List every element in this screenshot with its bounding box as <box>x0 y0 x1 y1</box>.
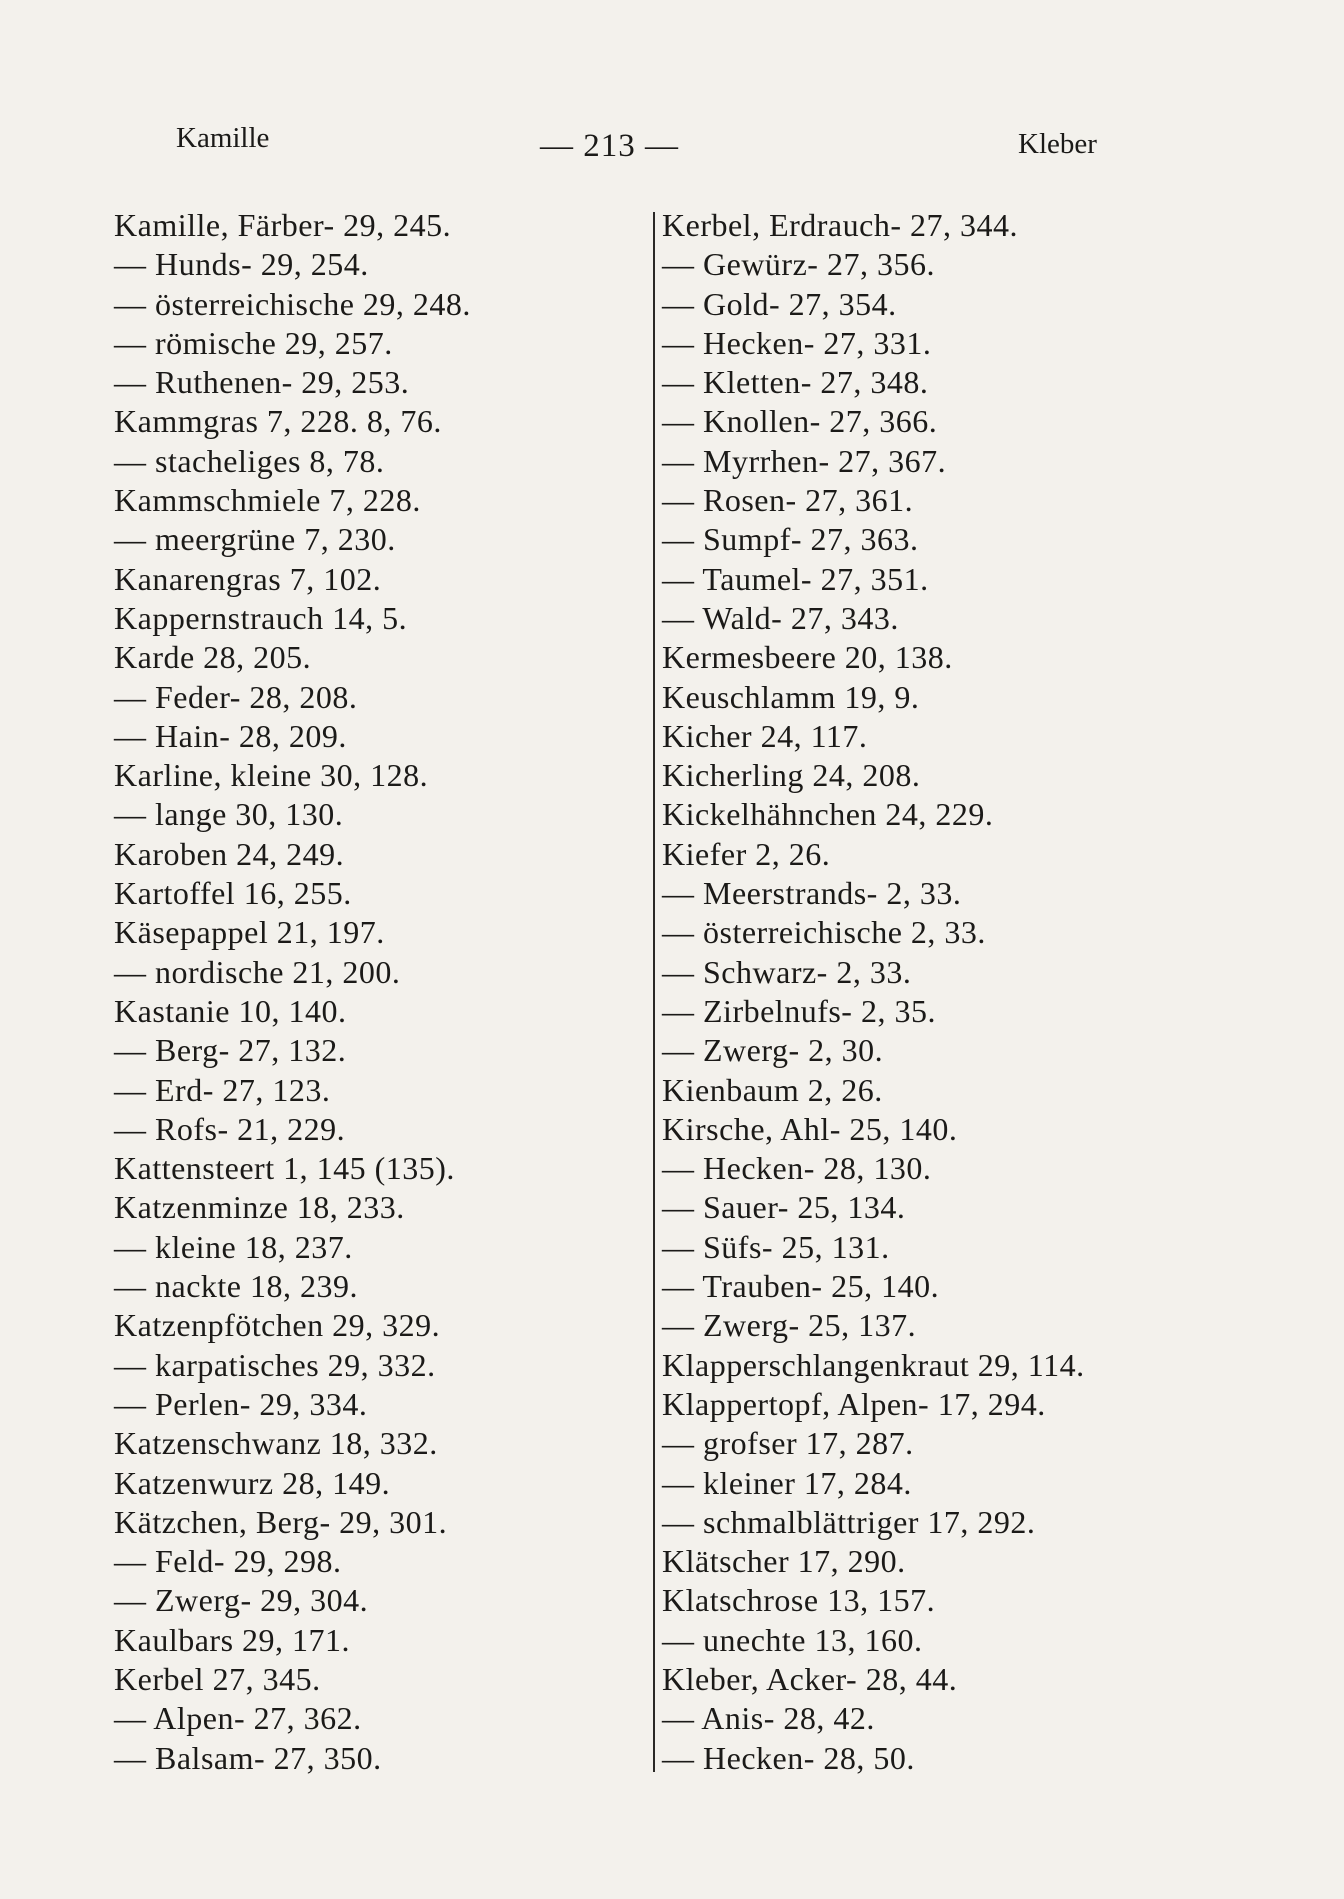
index-entry: Kamille, Färber- 29, 245. <box>114 207 452 243</box>
index-entry: — lange 30, 130. <box>114 796 344 833</box>
index-entry: Kerbel, Erdrauch- 27, 344. <box>662 207 1018 243</box>
index-entry: — Gewürz- 27, 356. <box>662 246 935 283</box>
index-entry: Käsepappel 21, 197. <box>114 914 385 951</box>
index-entry: Kickelhähnchen 24, 229. <box>662 796 994 833</box>
index-entry: — schmalblättriger 17, 292. <box>662 1503 1036 1540</box>
right-index-column <box>662 206 1202 1778</box>
index-entry: Klätscher 17, 290. <box>662 1543 906 1580</box>
index-entry: Kiefer 2, 26. <box>662 835 831 872</box>
index-entry: — Perlen- 29, 334. <box>114 1385 368 1422</box>
index-entry: Kirsche, Ahl- 25, 140. <box>662 1110 958 1147</box>
index-entry: Kammgras 7, 228. 8, 76. <box>114 403 442 440</box>
index-entry: Kleber, Acker- 28, 44. <box>662 1660 958 1697</box>
column-divider <box>653 212 655 1772</box>
header-right-keyword: Kleber <box>1018 128 1097 160</box>
index-entry: — kleine 18, 237. <box>114 1228 353 1265</box>
index-entry: — Feder- 28, 208. <box>114 678 358 715</box>
index-entry: Klapperschlangenkraut 29, 114. <box>662 1346 1085 1383</box>
index-entry: — Anis- 28, 42. <box>662 1700 875 1737</box>
index-entry: — Balsam- 27, 350. <box>114 1739 382 1776</box>
index-entry: Kartoffel 16, 255. <box>114 875 352 912</box>
index-entry: — karpatisches 29, 332. <box>114 1346 436 1383</box>
index-entry: — Wald- 27, 343. <box>662 599 899 636</box>
index-entry: — unechte 13, 160. <box>662 1621 923 1658</box>
index-entry: — Zwerg- 2, 30. <box>662 1032 884 1069</box>
header-left-keyword: Kamille <box>176 122 270 154</box>
index-entry: — Erd- 27, 123. <box>114 1071 331 1108</box>
index-entry: — Ruthenen- 29, 253. <box>114 364 410 401</box>
index-entry: Kaulbars 29, 171. <box>114 1621 351 1658</box>
index-entry: — römische 29, 257. <box>114 324 393 361</box>
index-entry: Klatschrose 13, 157. <box>662 1582 936 1619</box>
index-entry: — Meerstrands- 2, 33. <box>662 875 962 912</box>
index-entry: Kerbel 27, 345. <box>114 1660 321 1697</box>
index-entry: — Zwerg- 29, 304. <box>114 1582 369 1619</box>
index-entry: — Sauer- 25, 134. <box>662 1189 906 1226</box>
page-number: — 213 — <box>540 128 679 164</box>
index-entry: — Trauben- 25, 140. <box>662 1268 940 1305</box>
index-entry: Katzenminze 18, 233. <box>114 1189 405 1226</box>
index-entry: — Hunds- 29, 254. <box>114 246 369 283</box>
index-entry: — grofser 17, 287. <box>662 1425 914 1462</box>
index-entry: — Zirbelnufs- 2, 35. <box>662 992 936 1029</box>
index-entry: — Berg- 27, 132. <box>114 1032 347 1069</box>
index-entry: — nackte 18, 239. <box>114 1268 358 1305</box>
index-entry: Karde 28, 205. <box>114 639 312 676</box>
index-entry: Karoben 24, 249. <box>114 835 345 872</box>
index-entry: — Hecken- 28, 50. <box>662 1739 915 1776</box>
index-entry: — Gold- 27, 354. <box>662 285 897 322</box>
index-entry: Kammschmiele 7, 228. <box>114 482 421 519</box>
index-entry: Kienbaum 2, 26. <box>662 1071 883 1108</box>
index-entry: — kleiner 17, 284. <box>662 1464 912 1501</box>
index-entry: Kätzchen, Berg- 29, 301. <box>114 1503 448 1540</box>
index-entry: — Myrrhen- 27, 367. <box>662 442 947 479</box>
index-entry: Kanarengras 7, 102. <box>114 560 382 597</box>
index-entry: Kastanie 10, 140. <box>114 992 347 1029</box>
index-entry: — Knollen- 27, 366. <box>662 403 938 440</box>
index-entry: Keuschlamm 19, 9. <box>662 678 920 715</box>
left-index-column <box>114 206 654 1778</box>
index-entry: Katzenwurz 28, 149. <box>114 1464 391 1501</box>
index-entry: Katzenpfötchen 29, 329. <box>114 1307 441 1344</box>
index-entry: — stacheliges 8, 78. <box>114 442 385 479</box>
index-entry: — Sumpf- 27, 363. <box>662 521 919 558</box>
index-entry: Klappertopf, Alpen- 17, 294. <box>662 1385 1046 1422</box>
index-entry: — Schwarz- 2, 33. <box>662 953 912 990</box>
running-head <box>0 122 1344 172</box>
index-entry: — Zwerg- 25, 137. <box>662 1307 917 1344</box>
index-entry: — österreichische 29, 248. <box>114 285 471 322</box>
index-entry: Katzenschwanz 18, 332. <box>114 1425 438 1462</box>
index-entry: — Alpen- 27, 362. <box>114 1700 362 1737</box>
index-entry: — Kletten- 27, 348. <box>662 364 929 401</box>
index-entry: — Rosen- 27, 361. <box>662 482 914 519</box>
index-entry: Kappernstrauch 14, 5. <box>114 599 408 636</box>
index-entry: — Feld- 29, 298. <box>114 1543 342 1580</box>
index-entry: — Hecken- 27, 331. <box>662 324 932 361</box>
index-entry: — österreichische 2, 33. <box>662 914 986 951</box>
index-entry: Kermesbeere 20, 138. <box>662 639 953 676</box>
index-entry: Kicher 24, 117. <box>662 717 868 754</box>
index-entry: — Süfs- 25, 131. <box>662 1228 890 1265</box>
index-entry: — meergrüne 7, 230. <box>114 521 396 558</box>
index-entry: — Hecken- 28, 130. <box>662 1150 932 1187</box>
index-entry: Karline, kleine 30, 128. <box>114 757 429 794</box>
index-entry: — Taumel- 27, 351. <box>662 560 929 597</box>
index-entry: — Hain- 28, 209. <box>114 717 347 754</box>
index-entry: — Rofs- 21, 229. <box>114 1110 346 1147</box>
index-entry: Kattensteert 1, 145 (135). <box>114 1150 455 1187</box>
index-entry: — nordische 21, 200. <box>114 953 401 990</box>
index-entry: Kicherling 24, 208. <box>662 757 921 794</box>
